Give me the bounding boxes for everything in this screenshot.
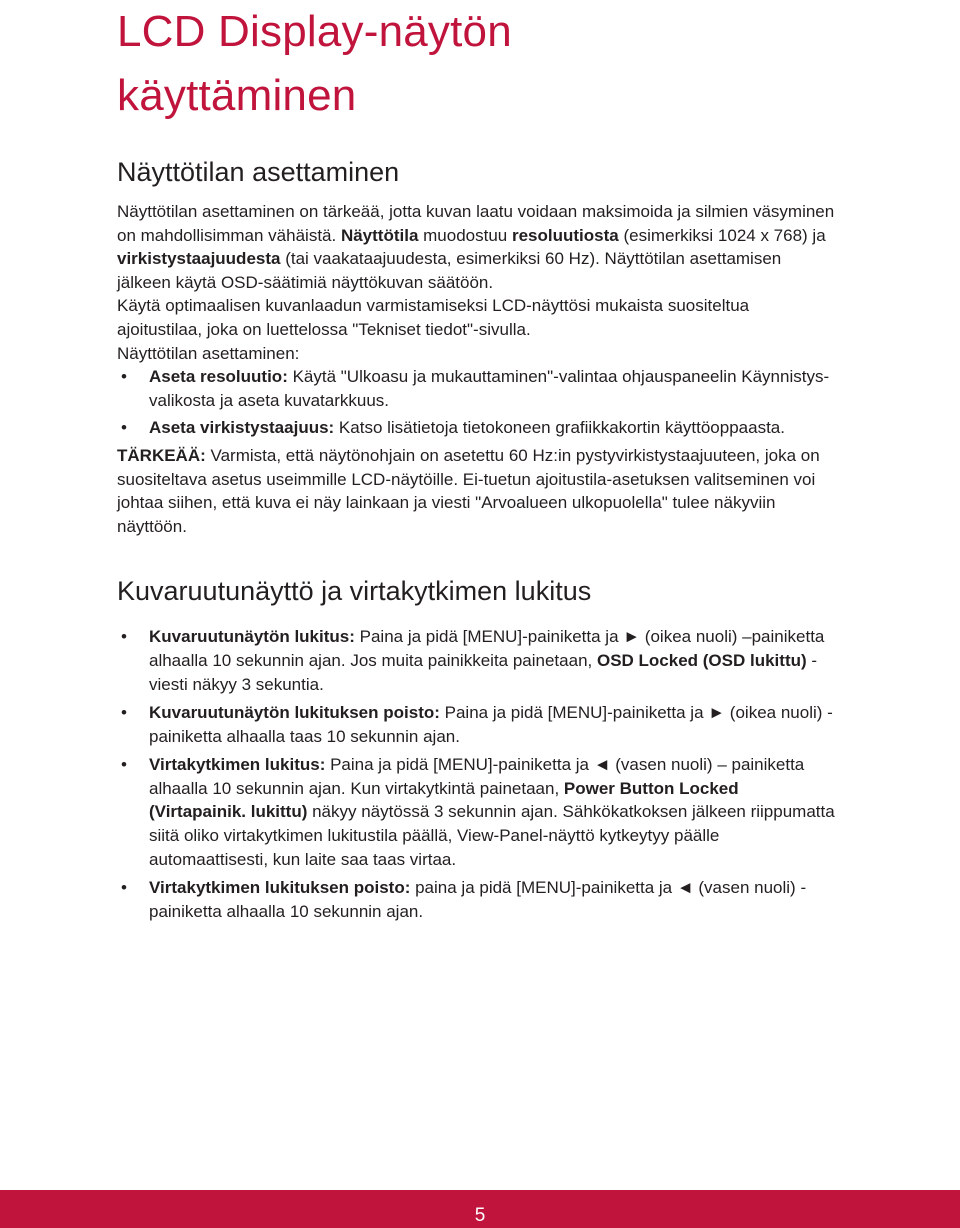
bullet-icon: • [121,418,127,438]
bullet-icon: • [121,703,127,723]
list-item: • Aseta virkistystaajuus: Katso lisätietoja tietokoneen grafiikkakortin käyttöoppaasta. [117,416,837,440]
page-number: 5 [474,1205,486,1226]
page-content [117,0,837,928]
paragraph-setup-label: Näyttötilan asettaminen: [117,343,300,363]
list-item: • Virtakytkimen lukituksen poisto: paina ja pidä [MENU]-painiketta ja ◄ (vasen nuoli) - painiketta alhaalla 10 sekunnin ajan. [121,878,807,921]
page-title [117,0,837,128]
paragraph-timing: Käytä optimaalisen kuvanlaadun varmistamiseksi LCD-näyttösi mukaista suositeltua ajoitustilaa, joka on luettelossa "Tekniset tiedot"-sivulla. [117,296,750,339]
page-title-line1: LCD Display-näytön [117,7,512,56]
bullet-icon: • [121,878,127,898]
bullet-icon: • [121,367,127,387]
display-mode-list [117,365,837,440]
list-item: • Kuvaruutunäytön lukituksen poisto: Paina ja pidä [MENU]-painiketta ja ► (oikea nuoli) -painiketta alhaalla taas 10 sekunnin ajan. [121,703,833,746]
list-item: • Kuvaruutunäytön lukitus: Paina ja pidä [MENU]-painiketta ja ► (oikea nuoli) –painiketta alhaalla 10 sekunnin ajan. Jos muita painikkeita painetaan, OSD Locked (OSD lukittu) -viesti näkyy 3 sekuntia. [121,627,825,694]
paragraph-intro: Näyttötilan asettaminen on tärkeää, jotta kuvan laatu voidaan maksimoida ja silmien väsyminen on mahdollisimman vähäistä. Näyttötila muodostuu resoluutiosta (esimerkiksi 1024 x 768) ja virkistystaajuudesta (tai vaakataajuudesta, esimerkiksi 60 Hz). Näyttötilan asettamisen jälkeen käytä OSD-säätimiä näyttökuvan säätöön. [117,202,835,292]
section-heading-osd-lock: Kuvaruutunäyttö ja virtakytkimen lukitus [117,576,592,607]
page-title-line2: käyttäminen [117,71,357,120]
bullet-icon: • [121,755,127,775]
list-item: • Virtakytkimen lukitus: Paina ja pidä [MENU]-painiketta ja ◄ (vasen nuoli) – painiketta alhaalla 10 sekunnin ajan. Kun virtakytkintä painetaan, Power Button Locked (Virtapainik. lukittu) näkyy näytössä 3 sekunnin ajan. Sähkökatkoksen jälkeen riippumatta siitä oliko virtakytkimen lukitustila päällä, View-Panel-näyttö kytkeytyy päälle automaattisesti, kun laite saa taas virtaa. [121,755,835,869]
section-heading-display-mode: Näyttötilan asettaminen [117,157,400,187]
osd-lock-list [117,625,837,923]
paragraph-important: TÄRKEÄÄ: Varmista, että näytönohjain on asetettu 60 Hz:in pystyvirkistystaajuuteen, joka on suositeltava asetus useimmille LCD-näytöille. Ei-tuetun ajoitustila-asetuksen valitseminen voi johtaa siihen, että kuva ei näy lainkaan ja viesti "Arvoalueen ulkopuolella" tulee näkyviin näyttöön. [117,445,820,536]
bullet-icon: • [121,627,127,647]
list-item: • Aseta resoluutio: Käytä "Ulkoasu ja mukauttaminen"-valintaa ohjauspaneelin Käynnistys-valikosta ja aseta kuvatarkkuus. [121,367,830,410]
